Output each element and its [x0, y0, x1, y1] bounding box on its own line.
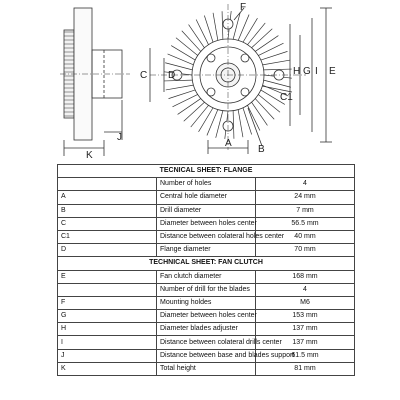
cooling-fin [207, 110, 218, 136]
cooling-fin [247, 23, 265, 45]
label-c1: C1 [280, 92, 293, 103]
label-b: B [258, 144, 265, 155]
label-j: J [117, 132, 122, 143]
cooling-fin [213, 13, 218, 41]
table-row [58, 283, 355, 296]
cooling-fin [184, 102, 205, 121]
row-letter: G [58, 310, 157, 323]
row-desc: Diameter blades adjuster [157, 323, 256, 336]
row-desc: Total height [157, 362, 256, 375]
row-value: 56.5 mm [256, 217, 355, 230]
cooling-fin [176, 38, 198, 56]
row-letter: C [58, 217, 157, 230]
front-view [150, 4, 332, 154]
cooling-fin [243, 18, 258, 42]
row-letter: E [58, 270, 157, 283]
technical-drawing [0, 0, 400, 160]
cooling-fin [238, 15, 249, 41]
row-desc: Number of drill for the blades [157, 283, 256, 296]
label-i: I [315, 66, 318, 77]
label-e: E [329, 66, 336, 77]
row-value: 4 [256, 283, 355, 296]
flange-header-row [58, 165, 355, 178]
row-letter: K [58, 362, 157, 375]
table-row [58, 217, 355, 230]
label-a: A [225, 138, 232, 149]
row-value: 168 mm [256, 270, 355, 283]
table-row [58, 270, 355, 283]
label-g: G [303, 66, 311, 77]
cooling-fin [264, 80, 291, 87]
row-desc: Distance between colateral holes center [157, 230, 256, 243]
row-letter [58, 283, 157, 296]
table-row [58, 336, 355, 349]
row-value: M6 [256, 296, 355, 309]
cooling-fin [189, 25, 205, 48]
row-desc: Mounting holdes [157, 296, 256, 309]
row-value: 40 mm [256, 230, 355, 243]
table-row [58, 244, 355, 257]
cooling-fin [166, 85, 194, 90]
row-letter: H [58, 323, 157, 336]
fan-clutch-header-row [58, 257, 355, 270]
cooling-fin [182, 31, 201, 52]
label-d: D [168, 70, 176, 81]
row-value: 153 mm [256, 310, 355, 323]
row-letter: A [58, 191, 157, 204]
cooling-fin [216, 111, 223, 138]
row-value: 137 mm [256, 336, 355, 349]
cooling-fin [222, 11, 223, 39]
cooling-fin [191, 105, 209, 127]
row-desc: Diameter between holes center [157, 217, 256, 230]
label-f: F [240, 2, 247, 13]
row-value: 70 mm [256, 244, 355, 257]
fan-clutch-title: TECHNICAL SHEET: FAN CLUTCH [58, 257, 355, 270]
table-row [58, 310, 355, 323]
cooling-fin [255, 99, 274, 120]
row-value: 81 mm [256, 362, 355, 375]
cooling-fin [165, 63, 192, 70]
cooling-fin [168, 54, 194, 65]
table-row [58, 362, 355, 375]
row-desc: Flange diameter [157, 244, 256, 257]
row-letter: D [58, 244, 157, 257]
row-desc: Distance between colateral drills center [157, 336, 256, 349]
table-row [58, 323, 355, 336]
cooling-fin [233, 111, 234, 139]
spec-table [57, 164, 355, 376]
cooling-fin [252, 102, 268, 125]
row-letter: I [58, 336, 157, 349]
table-row [58, 349, 355, 362]
row-value: 137 mm [256, 323, 355, 336]
row-letter [58, 178, 157, 191]
row-desc: Distance between base and blades support [157, 349, 256, 362]
cooling-fin [238, 110, 243, 138]
table-row [58, 296, 355, 309]
spec-table-body [58, 165, 355, 376]
table-row [58, 204, 355, 217]
table-row [58, 230, 355, 243]
row-value: 61.5 mm [256, 349, 355, 362]
table-row [58, 191, 355, 204]
row-desc: Fan clutch diameter [157, 270, 256, 283]
row-value: 7 mm [256, 204, 355, 217]
row-value: 24 mm [256, 191, 355, 204]
label-c: C [140, 70, 148, 81]
label-k: K [86, 150, 93, 161]
table-row [58, 178, 355, 191]
row-desc: Drill diameter [157, 204, 256, 217]
row-desc: Central hole diameter [157, 191, 256, 204]
cooling-fin [178, 99, 201, 115]
row-letter: B [58, 204, 157, 217]
cooling-fin [255, 36, 278, 52]
flange-title: TECNICAL SHEET: FLANGE [58, 165, 355, 178]
cooling-fin [258, 94, 280, 112]
cooling-fin [264, 69, 292, 70]
cooling-fin [252, 29, 273, 48]
cooling-fin [171, 46, 195, 61]
row-desc: Diameter between holes center [157, 310, 256, 323]
row-letter: J [58, 349, 157, 362]
row-desc: Number of holes [157, 178, 256, 191]
label-h: H [293, 66, 301, 77]
row-value: 4 [256, 178, 355, 191]
row-letter: F [58, 296, 157, 309]
row-letter: C1 [58, 230, 157, 243]
cooling-fin [263, 60, 291, 65]
cooling-fin [199, 108, 214, 132]
